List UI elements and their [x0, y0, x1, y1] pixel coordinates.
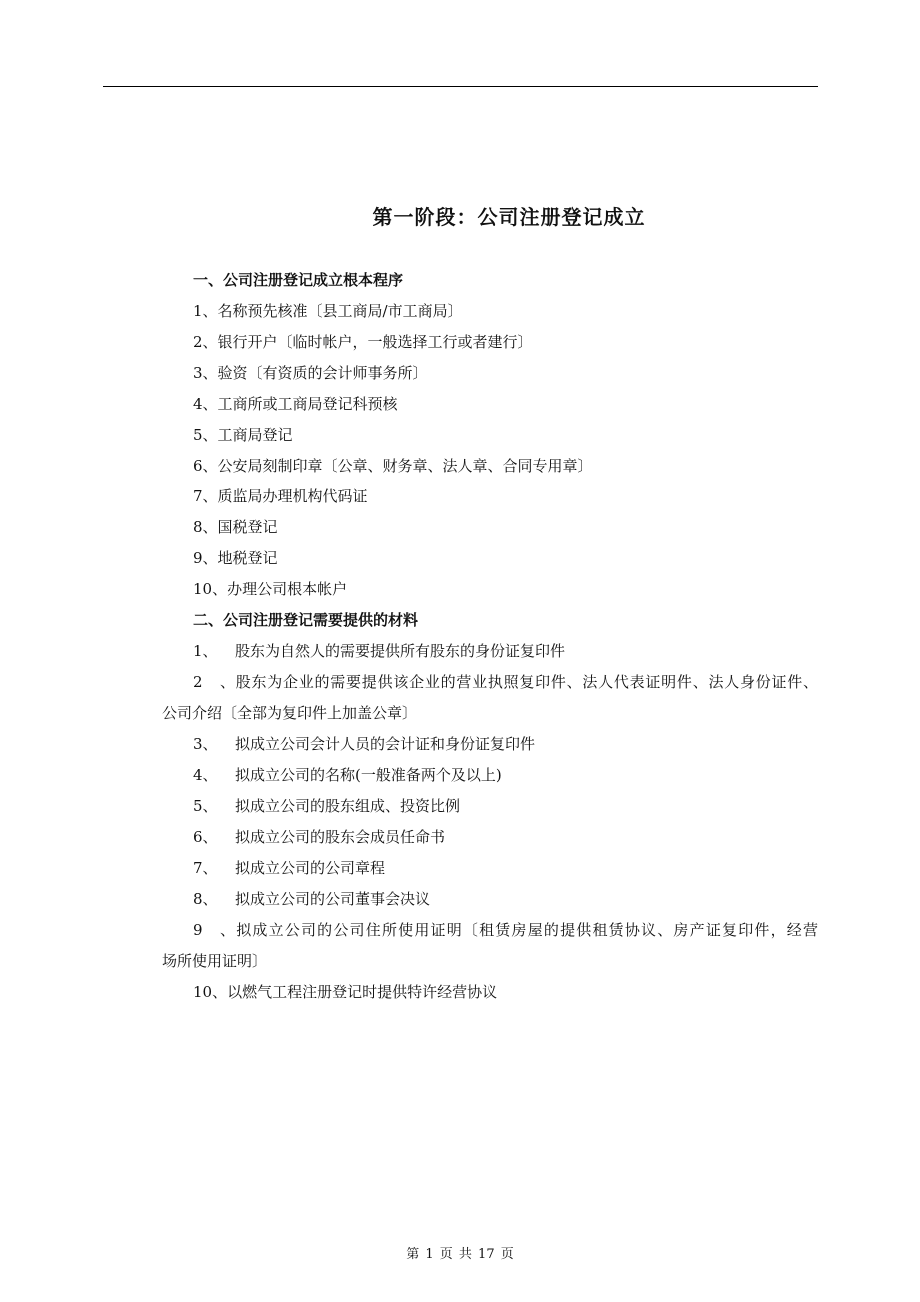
material-item — [193, 796, 460, 816]
procedure-step: 8、国税登记 — [193, 518, 278, 536]
section-heading-procedure: 一、公司注册登记成立根本程序 — [193, 271, 404, 289]
material-item-continuation: 场所使用证明〕 — [162, 952, 268, 970]
material-item-number: 4、 — [193, 766, 218, 784]
header-rule — [103, 86, 818, 87]
procedure-step: 10、办理公司根本帐户 — [193, 580, 348, 598]
material-item — [193, 827, 445, 847]
procedure-step: 5、工商局登记 — [193, 426, 293, 444]
material-item-text: 10、以燃气工程注册登记时提供特许经营协议 — [193, 983, 498, 1001]
material-item-text: 拟成立公司的名称(一般准备两个及以上) — [235, 766, 502, 784]
material-item — [193, 920, 818, 940]
material-item-number: 8、 — [193, 890, 218, 908]
procedure-step: 9、地税登记 — [193, 549, 278, 567]
material-item — [193, 672, 818, 692]
procedure-step: 3、验资〔有资质的会计师事务所〕 — [193, 364, 428, 382]
material-item — [193, 641, 565, 661]
section-heading-materials: 二、公司注册登记需要提供的材料 — [193, 611, 419, 629]
material-item-number: 6、 — [193, 828, 218, 846]
material-item-number: 7、 — [193, 859, 218, 877]
material-item-text: 股东为企业的需要提供该企业的营业执照复印件、法人代表证明件、法人身份证件、 — [235, 673, 818, 691]
material-item-text: 拟成立公司的公司章程 — [235, 859, 386, 877]
procedure-step: 4、工商所或工商局登记科预核 — [193, 395, 398, 413]
procedure-step: 7、质监局办理机构代码证 — [193, 487, 368, 505]
page-title: 第一阶段：公司注册登记成立 — [372, 205, 646, 229]
material-item-text: 拟成立公司的股东组成、投资比例 — [235, 797, 461, 815]
material-item-continuation: 公司介绍〔全部为复印件上加盖公章〕 — [162, 704, 418, 722]
procedure-step: 2、银行开户〔临时帐户，一般选择工行或者建行〕 — [193, 333, 533, 351]
material-item-number: 9、 — [193, 921, 235, 939]
material-item — [193, 982, 497, 1002]
material-item-text: 拟成立公司的公司住所使用证明〔租赁房屋的提供租赁协议、房产证复印件，经营 — [235, 921, 818, 939]
material-item-text: 拟成立公司会计人员的会计证和身份证复印件 — [235, 735, 536, 753]
material-item — [193, 734, 535, 754]
material-item-number: 3、 — [193, 735, 218, 753]
material-item-text: 拟成立公司的公司董事会决议 — [235, 890, 431, 908]
procedure-step: 6、公安局刻制印章〔公章、财务章、法人章、合同专用章〕 — [193, 457, 593, 475]
material-item-number: 5、 — [193, 797, 218, 815]
procedure-step: 1、名称预先核准〔县工商局/市工商局〕 — [193, 302, 463, 320]
page-number-footer: 第 1 页 共 17 页 — [406, 1247, 514, 1262]
material-item — [193, 889, 430, 909]
material-item-number: 1、 — [193, 642, 218, 660]
material-item — [193, 858, 385, 878]
material-item-text: 拟成立公司的股东会成员任命书 — [235, 828, 446, 846]
material-item — [193, 765, 502, 785]
material-item-number: 2、 — [193, 673, 235, 691]
material-item-text: 股东为自然人的需要提供所有股东的身份证复印件 — [235, 642, 566, 660]
